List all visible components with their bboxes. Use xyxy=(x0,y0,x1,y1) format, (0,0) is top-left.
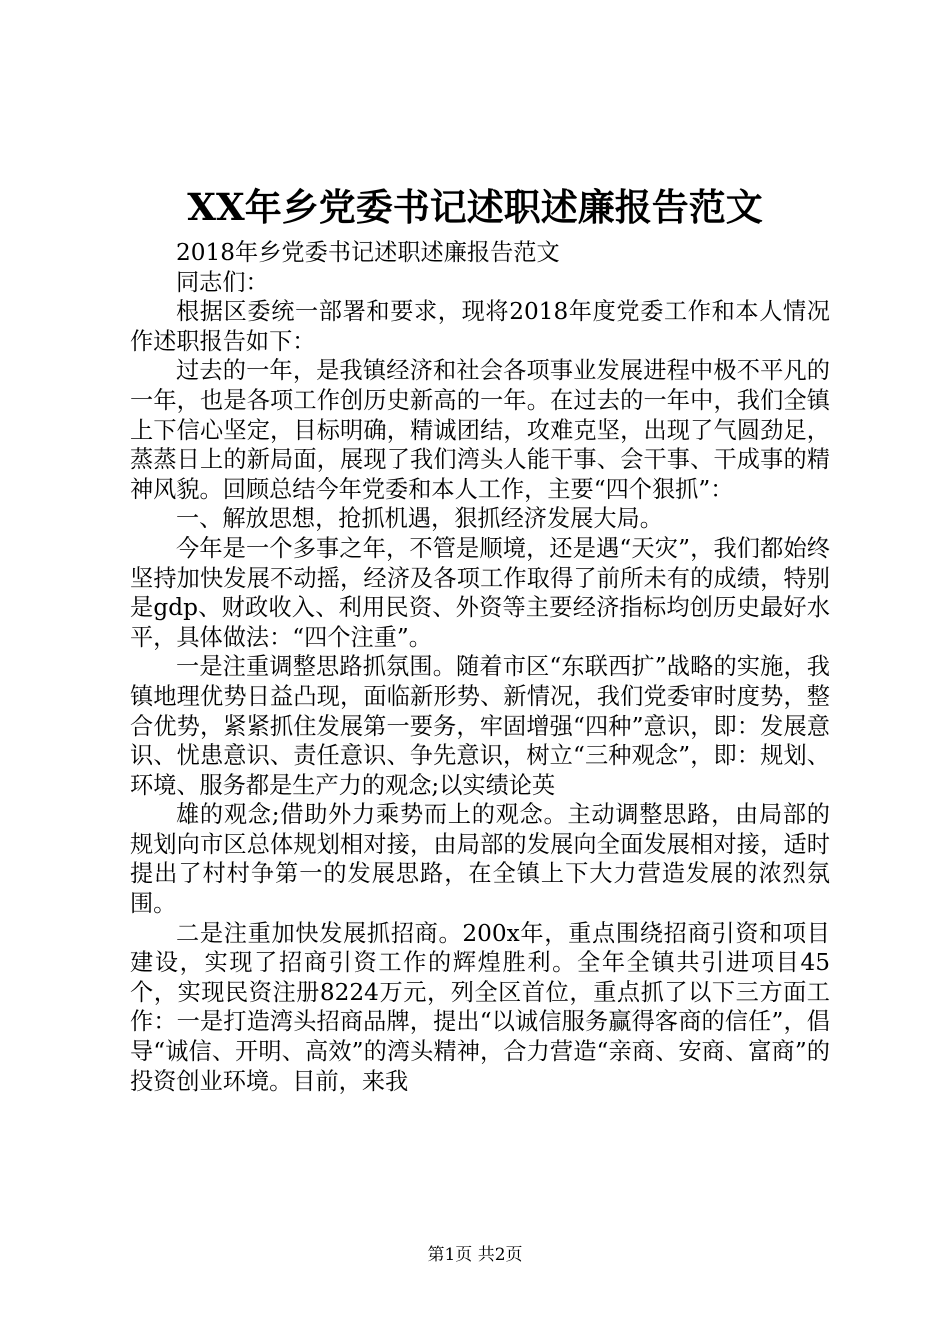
document-title: XX年乡党委书记述职述廉报告范文 xyxy=(187,185,763,229)
paragraph: 根据区委统一部署和要求，现将2018年度党委工作和本人情况作述职报告如下： xyxy=(130,298,830,355)
document-body xyxy=(130,238,830,1096)
paragraph: 雄的观念;借助外力乘势而上的观念。主动调整思路，由局部的规划向市区总体规划相对接，由局部的发展向全面发展相对接，适时提出了村村争第一的发展思路，在全镇上下大力营造发展的浓烈氛围。 xyxy=(130,801,830,918)
paragraph: 过去的一年，是我镇经济和社会各项事业发展进程中极不平凡的一年，也是各项工作创历史新高的一年。在过去的一年中，我们全镇上下信心坚定，目标明确，精诚团结，攻难克坚，出现了气圆劲足，蒸蒸日上的新局面，展现了我们湾头人能干事、会干事、干成事的精神风貌。回顾总结今年党委和本人工作，主要“四个狠抓”： xyxy=(130,357,830,503)
paragraph: 二是注重加快发展抓招商。200x年，重点围绕招商引资和项目建设，实现了招商引资工作的辉煌胜利。全年全镇共引进项目45个，实现民资注册8224万元，列全区首位，重点抓了以下三方面工作：一是打造湾头招商品牌，提出“以诚信服务赢得客商的信任”，倡导“诚信、开明、高效”的湾头精神，合力营造“亲商、安商、富商”的投资创业环境。目前，来我 xyxy=(130,919,830,1095)
paragraph-salutation: 同志们： xyxy=(176,268,269,296)
paragraph: 今年是一个多事之年，不管是顺境，还是遇“天灾”，我们都始终坚持加快发展不动摇，经济及各项工作取得了前所未有的成绩，特别是gdp、财政收入、利用民资、外资等主要经济指标均创历史最好水平，具体做法：“四个注重”。 xyxy=(130,534,830,651)
section-heading: 一、解放思想，抢抓机遇，狠抓经济发展大局。 xyxy=(176,505,663,533)
paragraph: 一是注重调整思路抓氛围。随着市区“东联西扩”战略的实施，我镇地理优势日益凸现，面临新形势、新情况，我们党委审时度势，整合优势，紧紧抓住发展第一要务，牢固增强“四种”意识，即：发展意识、忧患意识、责任意识、争先意识，树立“三种观念”，即：规划、环境、服务都是生产力的观念;以实绩论英 xyxy=(130,653,830,799)
paragraph-subtitle: 2018年乡党委书记述职述廉报告范文 xyxy=(176,239,560,266)
page-number: 第1页 共2页 xyxy=(427,1245,523,1265)
